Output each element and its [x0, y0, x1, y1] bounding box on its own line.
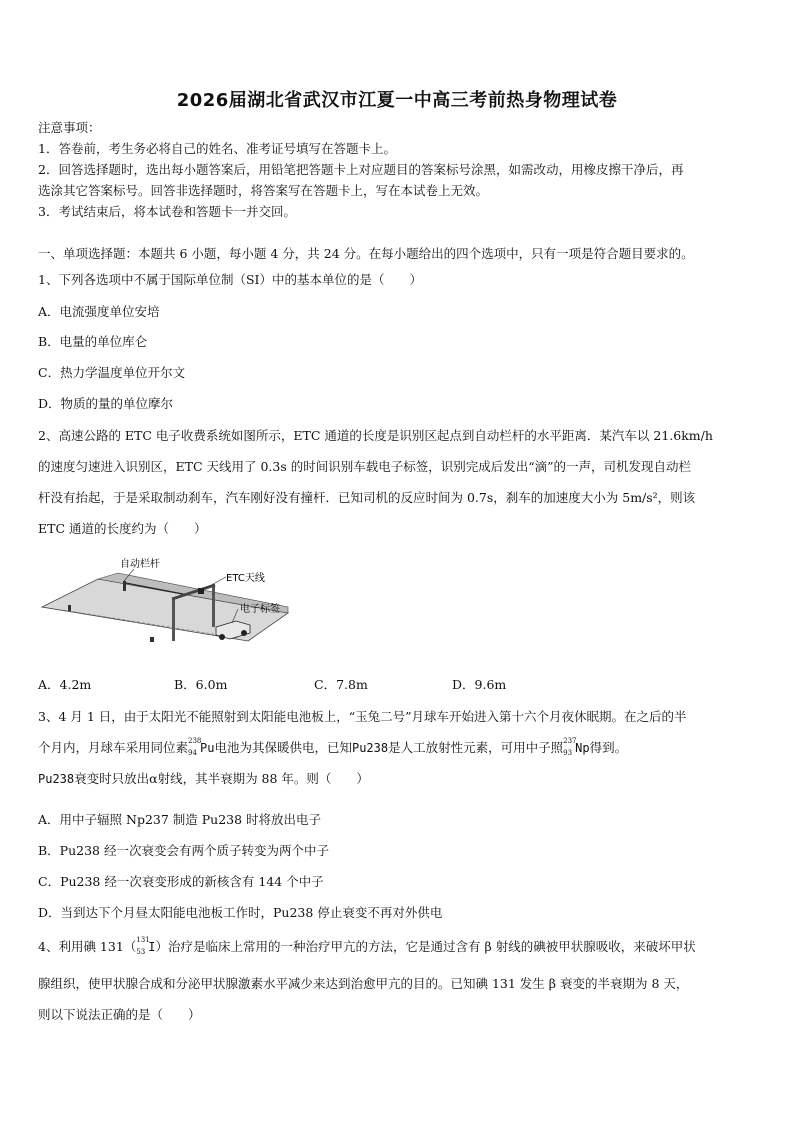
q4-line-3: 则以下说法正确的是（ ）: [38, 1007, 201, 1022]
q2-line-4: ETC 通道的长度约为（ ）: [38, 521, 207, 536]
section-heading: 一、单项选择题：本题共 6 小题，每小题 4 分，共 24 分。在每小题给出的四个选项中，只有一项是符合题目要求的。: [38, 246, 694, 261]
q2-line-1: 2、高速公路的 ETC 电子收费系统如图所示，ETC 通道的长度是识别区起点到自动栏杆的水平距离．某汽车以 21.6km/h: [38, 428, 713, 443]
q3-text-d: 得到。: [589, 740, 628, 755]
q3-text-e: 衰变时只放出α射线，其半衰期为 88 年。则（ ）: [74, 771, 369, 786]
q1-stem: 1、下列各选项中不属于国际单位制（SI）中的基本单位的是（ ）: [38, 272, 422, 287]
q2-option-b: B．6.0m: [174, 677, 228, 692]
np-nuclide: [563, 736, 577, 757]
pu-mass: 238: [188, 736, 202, 745]
q2-option-d: D．9.6m: [452, 677, 507, 692]
q3-text-a: 个月内，月球车采用同位素: [38, 740, 189, 755]
pu-z: 94: [188, 748, 197, 757]
notice-item-2-cont: 选涂其它答案标号。回答非选择题时，将答案写在答题卡上，写在本试卷上无效。: [38, 183, 489, 198]
q4-line-2: 腺组织，使甲状腺合成和分泌甲状腺激素水平减少来达到治愈甲亢的目的。已知碘 131 发生 β 衰变的半衰期为 8 天，: [38, 976, 689, 991]
pu-symbol: Pu: [200, 741, 215, 755]
q4-line-1: [38, 935, 758, 956]
pu238-label-2: Pu238: [38, 772, 75, 786]
antenna-icon: [198, 588, 204, 594]
car-wheel-front: [219, 634, 225, 640]
notice-item-1: 1．答卷前，考生务必将自己的姓名、准考证号填写在答题卡上。: [38, 141, 396, 156]
pu238-label: Pu238: [351, 741, 389, 755]
page-title: 2026届湖北省武汉市江夏一中高三考前热身物理试卷: [176, 90, 618, 111]
np-z: 93: [563, 748, 573, 757]
q3-option-b: B．Pu238 经一次衰变会有两个质子转变为两个中子: [38, 843, 329, 858]
q3-line-2: [38, 736, 758, 757]
q4-text-a: 4、利用碘 131（: [38, 939, 137, 954]
iodine-z: 53: [136, 947, 146, 956]
notice-item-2: 2．回答选择题时，选出每小题答案后，用铅笔把答题卡上对应题目的答案标号涂黑，如需改动，用橡皮擦干净后，再: [38, 162, 684, 177]
q3-option-c: C．Pu238 经一次衰变形成的新核含有 144 个中子: [38, 874, 324, 889]
car-wheel-rear: [241, 630, 247, 636]
gantry-right: [212, 585, 215, 627]
q1-option-d: D．物质的量的单位摩尔: [38, 396, 174, 411]
q2-line-3: 杆没有抬起，于是采取制动刹车，汽车刚好没有撞杆．已知司机的反应时间为 0.7s，刹车的加速度大小为 5m/s²，则该: [38, 490, 696, 505]
q3-text-b: 电池为其保暖供电，已知: [214, 740, 352, 755]
iodine-mass: 131: [136, 935, 150, 944]
barrier-post: [123, 581, 126, 591]
etc-figure: [38, 555, 298, 655]
q2-option-a: A．4.2m: [38, 677, 92, 692]
q2-option-c: C．7.8m: [314, 677, 368, 692]
q3-line-3: [38, 771, 758, 787]
q3-line-1: 3、4 月 1 日，由于太阳光不能照射到太阳能电池板上，“玉兔二号”月球车开始进入第十六个月夜休眠期。在之后的半: [38, 709, 687, 724]
label-tag: 电子标签: [240, 604, 280, 615]
notice-item-3: 3．考试结束后，将本试卷和答题卡一并交回。: [38, 204, 296, 219]
road-marker-1: [68, 605, 71, 611]
q1-option-a: A．电流强度单位安培: [38, 304, 160, 319]
q3-option-a: A．用中子辐照 Np237 制造 Pu238 时将放出电子: [38, 812, 322, 827]
q1-option-b: B．电量的单位库仑: [38, 334, 148, 349]
gantry-left: [172, 599, 175, 641]
q3-option-d: D．当到达下个月昼太阳能电池板工作时，Pu238 停止衰变不再对外供电: [38, 905, 443, 920]
iodine-symbol: I: [148, 940, 156, 954]
q4-text-b: ）治疗是临床上常用的一种治疗甲亢的方法，它是通过含有 β 射线的碘被甲状腺吸收，来破坏甲状: [155, 939, 696, 954]
np-symbol: Np: [575, 741, 590, 755]
label-antenna: ETC天线: [226, 573, 265, 584]
np-mass: 237: [563, 736, 577, 745]
q3-text-c: 是人工放射性元素，可用中子照: [388, 740, 564, 755]
notice-heading: 注意事项：: [38, 120, 101, 135]
road-marker-2: [150, 637, 154, 642]
q2-line-2: 的速度匀速进入识别区，ETC 天线用了 0.3s 的时间识别车载电子标签，识别完成后发出“滴”的一声，司机发现自动栏: [38, 459, 692, 474]
q1-option-c: C．热力学温度单位开尔文: [38, 365, 186, 380]
pu-nuclide: [188, 736, 202, 757]
iodine-nuclide: [136, 935, 150, 956]
label-barrier: 自动栏杆: [120, 559, 160, 570]
